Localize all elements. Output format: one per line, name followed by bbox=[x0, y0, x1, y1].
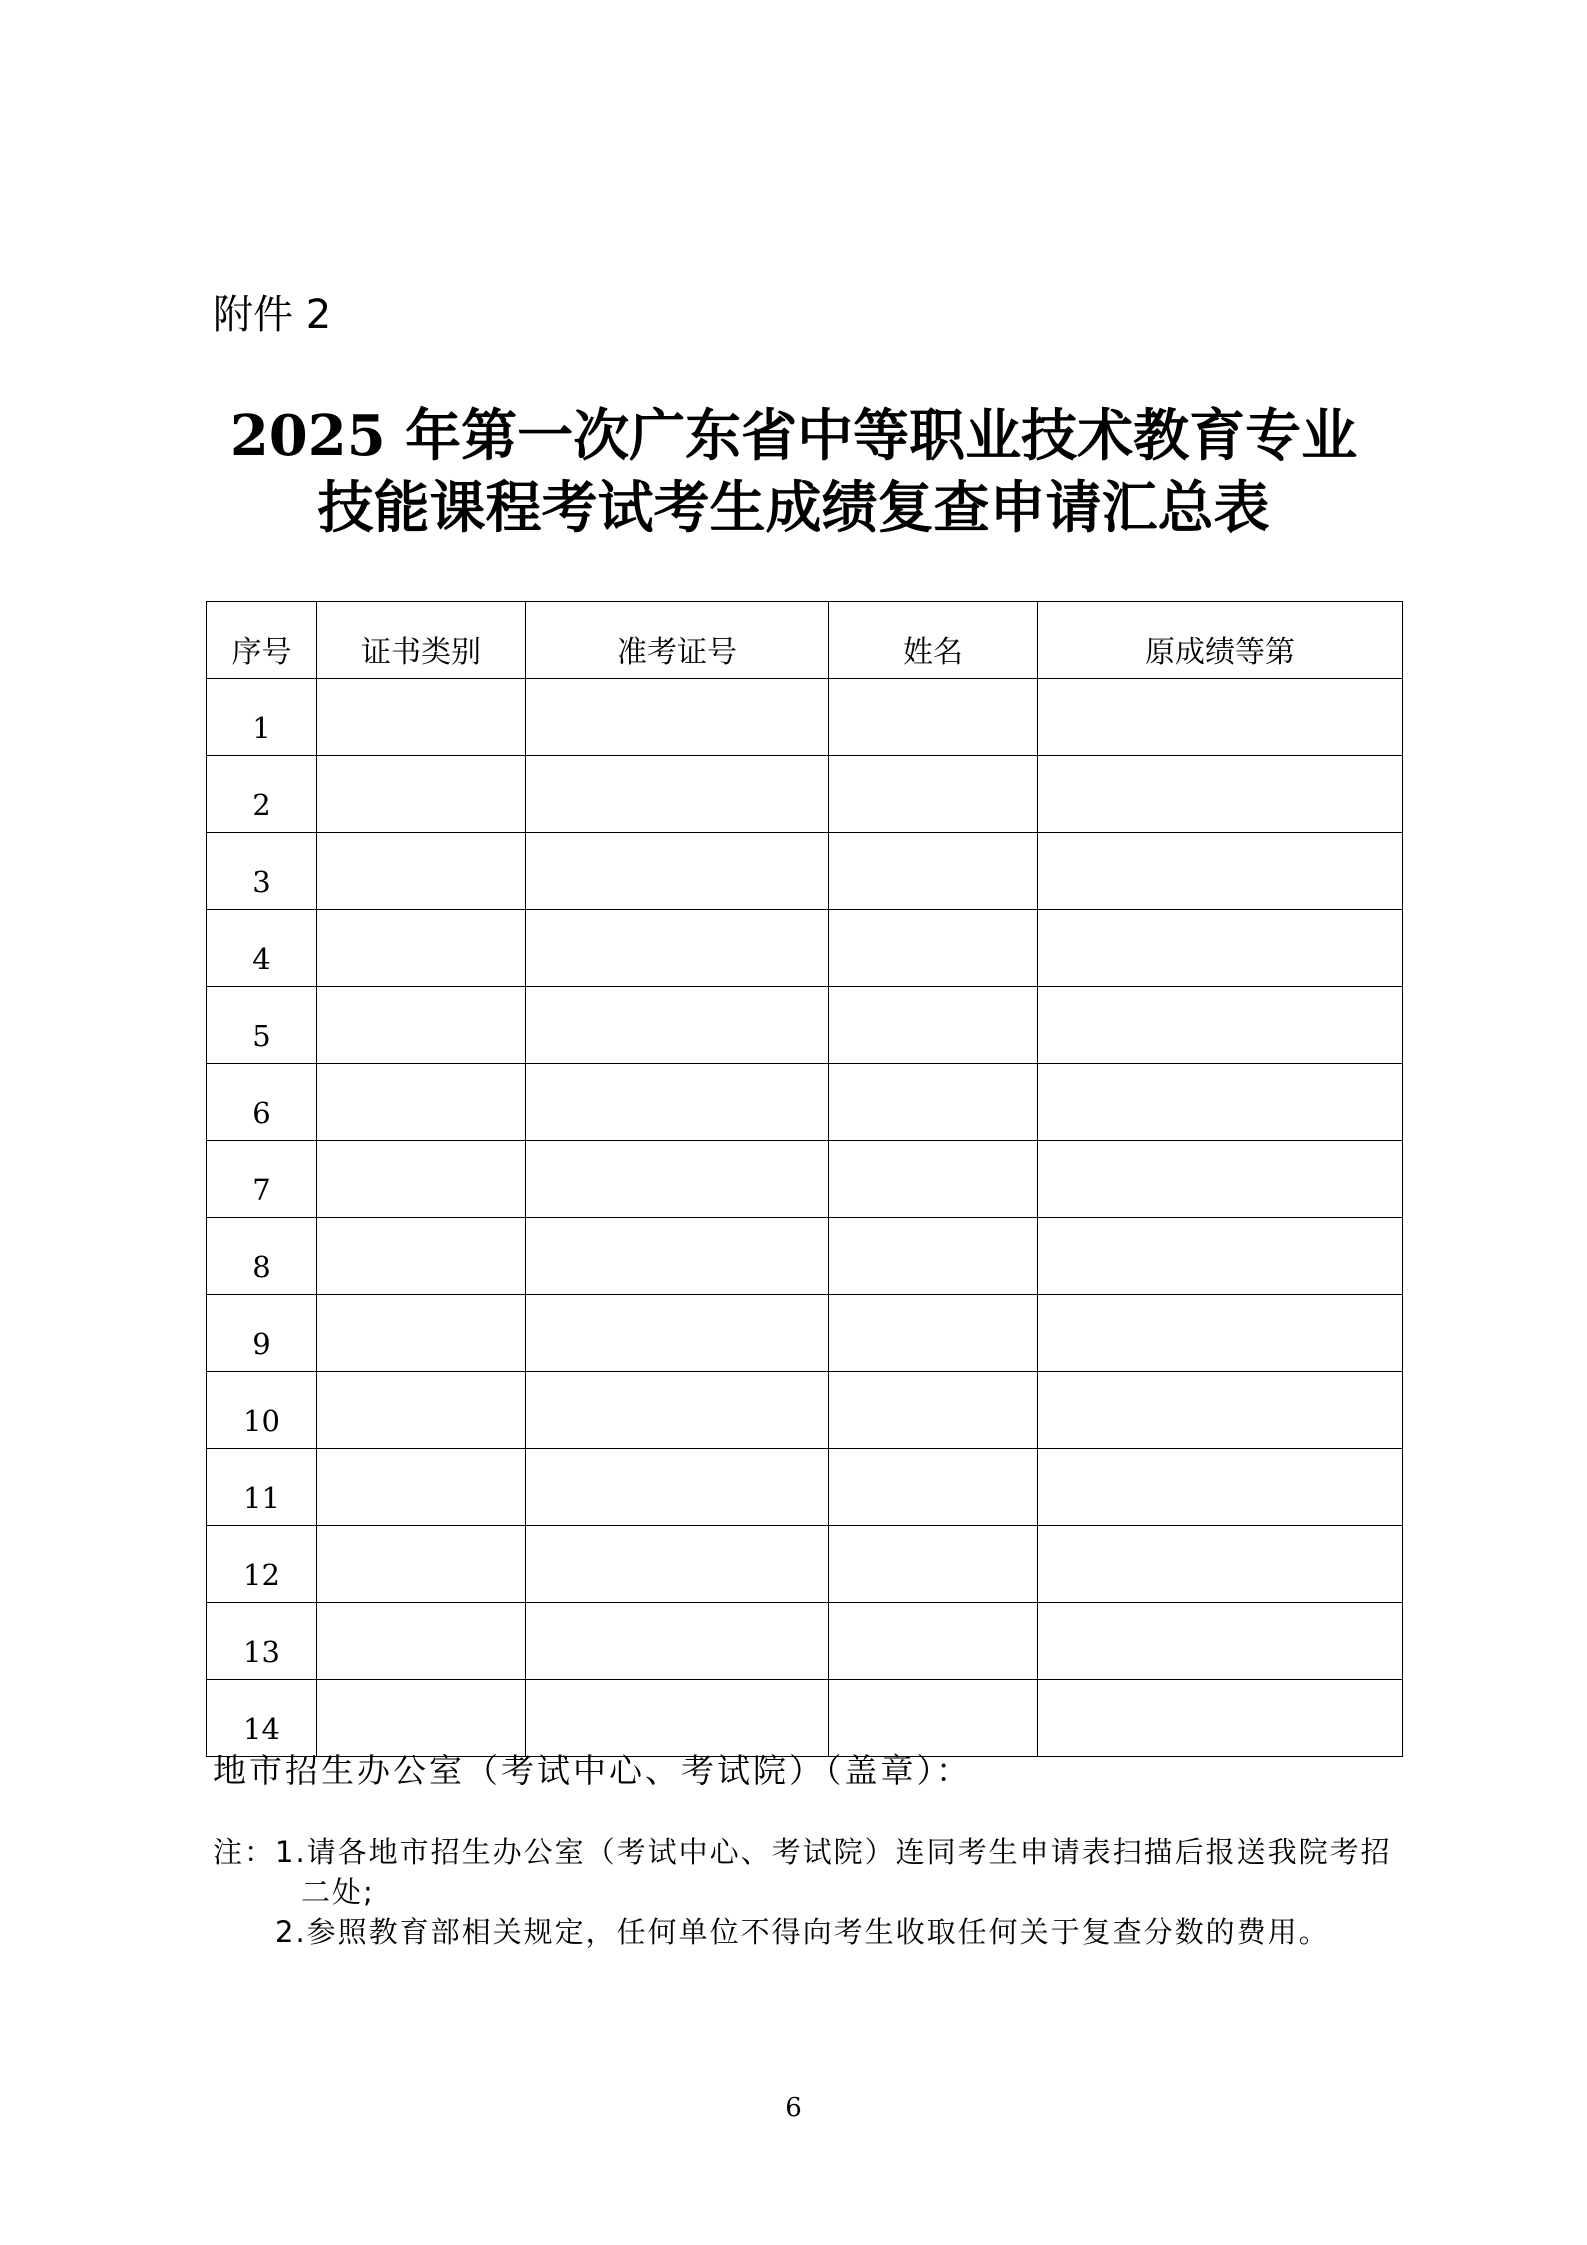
row-original-grade-cell[interactable] bbox=[1038, 987, 1403, 1064]
row-original-grade-cell[interactable] bbox=[1038, 1141, 1403, 1218]
row-name-cell[interactable] bbox=[829, 1603, 1038, 1680]
row-certificate-type-cell[interactable] bbox=[317, 910, 526, 987]
row-certificate-type-cell[interactable] bbox=[317, 1141, 526, 1218]
header-certificate-type: 证书类别 bbox=[317, 602, 526, 679]
row-original-grade-cell[interactable] bbox=[1038, 1372, 1403, 1449]
row-seq-cell: 5 bbox=[207, 987, 317, 1064]
row-name-cell[interactable] bbox=[829, 987, 1038, 1064]
row-original-grade-cell[interactable] bbox=[1038, 679, 1403, 756]
attachment-label: 附件 2 bbox=[213, 292, 332, 338]
header-admission-number: 准考证号 bbox=[526, 602, 829, 679]
header-name: 姓名 bbox=[829, 602, 1038, 679]
row-certificate-type-cell[interactable] bbox=[317, 1372, 526, 1449]
row-certificate-type-cell[interactable] bbox=[317, 987, 526, 1064]
row-name-cell[interactable] bbox=[829, 1372, 1038, 1449]
table-row bbox=[207, 987, 1403, 1064]
row-name-cell[interactable] bbox=[829, 679, 1038, 756]
notes bbox=[213, 1832, 1413, 1952]
table-row bbox=[207, 1680, 1403, 1757]
row-seq-cell: 2 bbox=[207, 756, 317, 833]
row-name-cell[interactable] bbox=[829, 833, 1038, 910]
row-name-cell[interactable] bbox=[829, 1141, 1038, 1218]
row-admission-number-cell[interactable] bbox=[526, 1526, 829, 1603]
row-certificate-type-cell[interactable] bbox=[317, 1603, 526, 1680]
table-row bbox=[207, 833, 1403, 910]
header-seq: 序号 bbox=[207, 602, 317, 679]
row-original-grade-cell[interactable] bbox=[1038, 1526, 1403, 1603]
table-row bbox=[207, 756, 1403, 833]
row-seq-cell: 9 bbox=[207, 1295, 317, 1372]
row-admission-number-cell[interactable] bbox=[526, 1295, 829, 1372]
row-name-cell[interactable] bbox=[829, 756, 1038, 833]
row-certificate-type-cell[interactable] bbox=[317, 756, 526, 833]
row-original-grade-cell[interactable] bbox=[1038, 1295, 1403, 1372]
row-seq-cell: 1 bbox=[207, 679, 317, 756]
row-name-cell[interactable] bbox=[829, 1449, 1038, 1526]
row-seq-cell: 3 bbox=[207, 833, 317, 910]
row-certificate-type-cell[interactable] bbox=[317, 1064, 526, 1141]
table-row bbox=[207, 1372, 1403, 1449]
review-summary-table bbox=[206, 601, 1403, 1757]
row-seq-cell: 12 bbox=[207, 1526, 317, 1603]
row-name-cell[interactable] bbox=[829, 1064, 1038, 1141]
row-seq-cell: 7 bbox=[207, 1141, 317, 1218]
row-admission-number-cell[interactable] bbox=[526, 1064, 829, 1141]
table-row bbox=[207, 1603, 1403, 1680]
row-original-grade-cell[interactable] bbox=[1038, 1603, 1403, 1680]
table-row bbox=[207, 1526, 1403, 1603]
row-admission-number-cell[interactable] bbox=[526, 833, 829, 910]
title-line-2: 技能课程考试考生成绩复查申请汇总表 bbox=[317, 475, 1270, 541]
row-original-grade-cell[interactable] bbox=[1038, 1218, 1403, 1295]
row-seq-cell: 4 bbox=[207, 910, 317, 987]
row-certificate-type-cell[interactable] bbox=[317, 833, 526, 910]
note-item-2: 2.参照教育部相关规定，任何单位不得向考生收取任何关于复查分数的费用。 bbox=[275, 1915, 1330, 1949]
row-admission-number-cell[interactable] bbox=[526, 756, 829, 833]
table-row bbox=[207, 1064, 1403, 1141]
row-original-grade-cell[interactable] bbox=[1038, 833, 1403, 910]
table-row bbox=[207, 910, 1403, 987]
row-certificate-type-cell[interactable] bbox=[317, 679, 526, 756]
row-seq-cell: 6 bbox=[207, 1064, 317, 1141]
table-row bbox=[207, 1295, 1403, 1372]
row-admission-number-cell[interactable] bbox=[526, 1680, 829, 1757]
row-seq-cell: 10 bbox=[207, 1372, 317, 1449]
page-number: 6 bbox=[785, 2093, 802, 2123]
row-admission-number-cell[interactable] bbox=[526, 1141, 829, 1218]
table-row bbox=[207, 1449, 1403, 1526]
row-seq-cell: 8 bbox=[207, 1218, 317, 1295]
row-seq-cell: 13 bbox=[207, 1603, 317, 1680]
stamp-line: 地市招生办公室（考试中心、考试院）（盖章）： bbox=[213, 1751, 972, 1790]
row-admission-number-cell[interactable] bbox=[526, 679, 829, 756]
row-admission-number-cell[interactable] bbox=[526, 1449, 829, 1526]
table-row bbox=[207, 1141, 1403, 1218]
row-admission-number-cell[interactable] bbox=[526, 1603, 829, 1680]
document-title bbox=[0, 400, 1587, 544]
row-name-cell[interactable] bbox=[829, 1680, 1038, 1757]
row-certificate-type-cell[interactable] bbox=[317, 1295, 526, 1372]
row-seq-cell: 11 bbox=[207, 1449, 317, 1526]
row-admission-number-cell[interactable] bbox=[526, 910, 829, 987]
row-name-cell[interactable] bbox=[829, 910, 1038, 987]
row-seq-cell: 14 bbox=[207, 1680, 317, 1757]
row-admission-number-cell[interactable] bbox=[526, 1372, 829, 1449]
notes-label: 注： bbox=[213, 1835, 276, 1869]
row-original-grade-cell[interactable] bbox=[1038, 1680, 1403, 1757]
header-original-grade: 原成绩等第 bbox=[1038, 602, 1403, 679]
row-certificate-type-cell[interactable] bbox=[317, 1526, 526, 1603]
row-name-cell[interactable] bbox=[829, 1218, 1038, 1295]
row-certificate-type-cell[interactable] bbox=[317, 1218, 526, 1295]
row-admission-number-cell[interactable] bbox=[526, 1218, 829, 1295]
table-row bbox=[207, 679, 1403, 756]
table-row bbox=[207, 1218, 1403, 1295]
table-header-row bbox=[207, 602, 1403, 679]
row-original-grade-cell[interactable] bbox=[1038, 756, 1403, 833]
row-name-cell[interactable] bbox=[829, 1295, 1038, 1372]
row-admission-number-cell[interactable] bbox=[526, 987, 829, 1064]
row-certificate-type-cell[interactable] bbox=[317, 1449, 526, 1526]
row-name-cell[interactable] bbox=[829, 1526, 1038, 1603]
row-original-grade-cell[interactable] bbox=[1038, 1449, 1403, 1526]
row-original-grade-cell[interactable] bbox=[1038, 1064, 1403, 1141]
row-original-grade-cell[interactable] bbox=[1038, 910, 1403, 987]
note-item-1: 1.请各地市招生办公室（考试中心、考试院）连同考生申请表扫描后报送我院考招二处; bbox=[275, 1835, 1392, 1909]
title-line-1: 2025 年第一次广东省中等职业技术教育专业 bbox=[229, 403, 1358, 469]
row-certificate-type-cell[interactable] bbox=[317, 1680, 526, 1757]
